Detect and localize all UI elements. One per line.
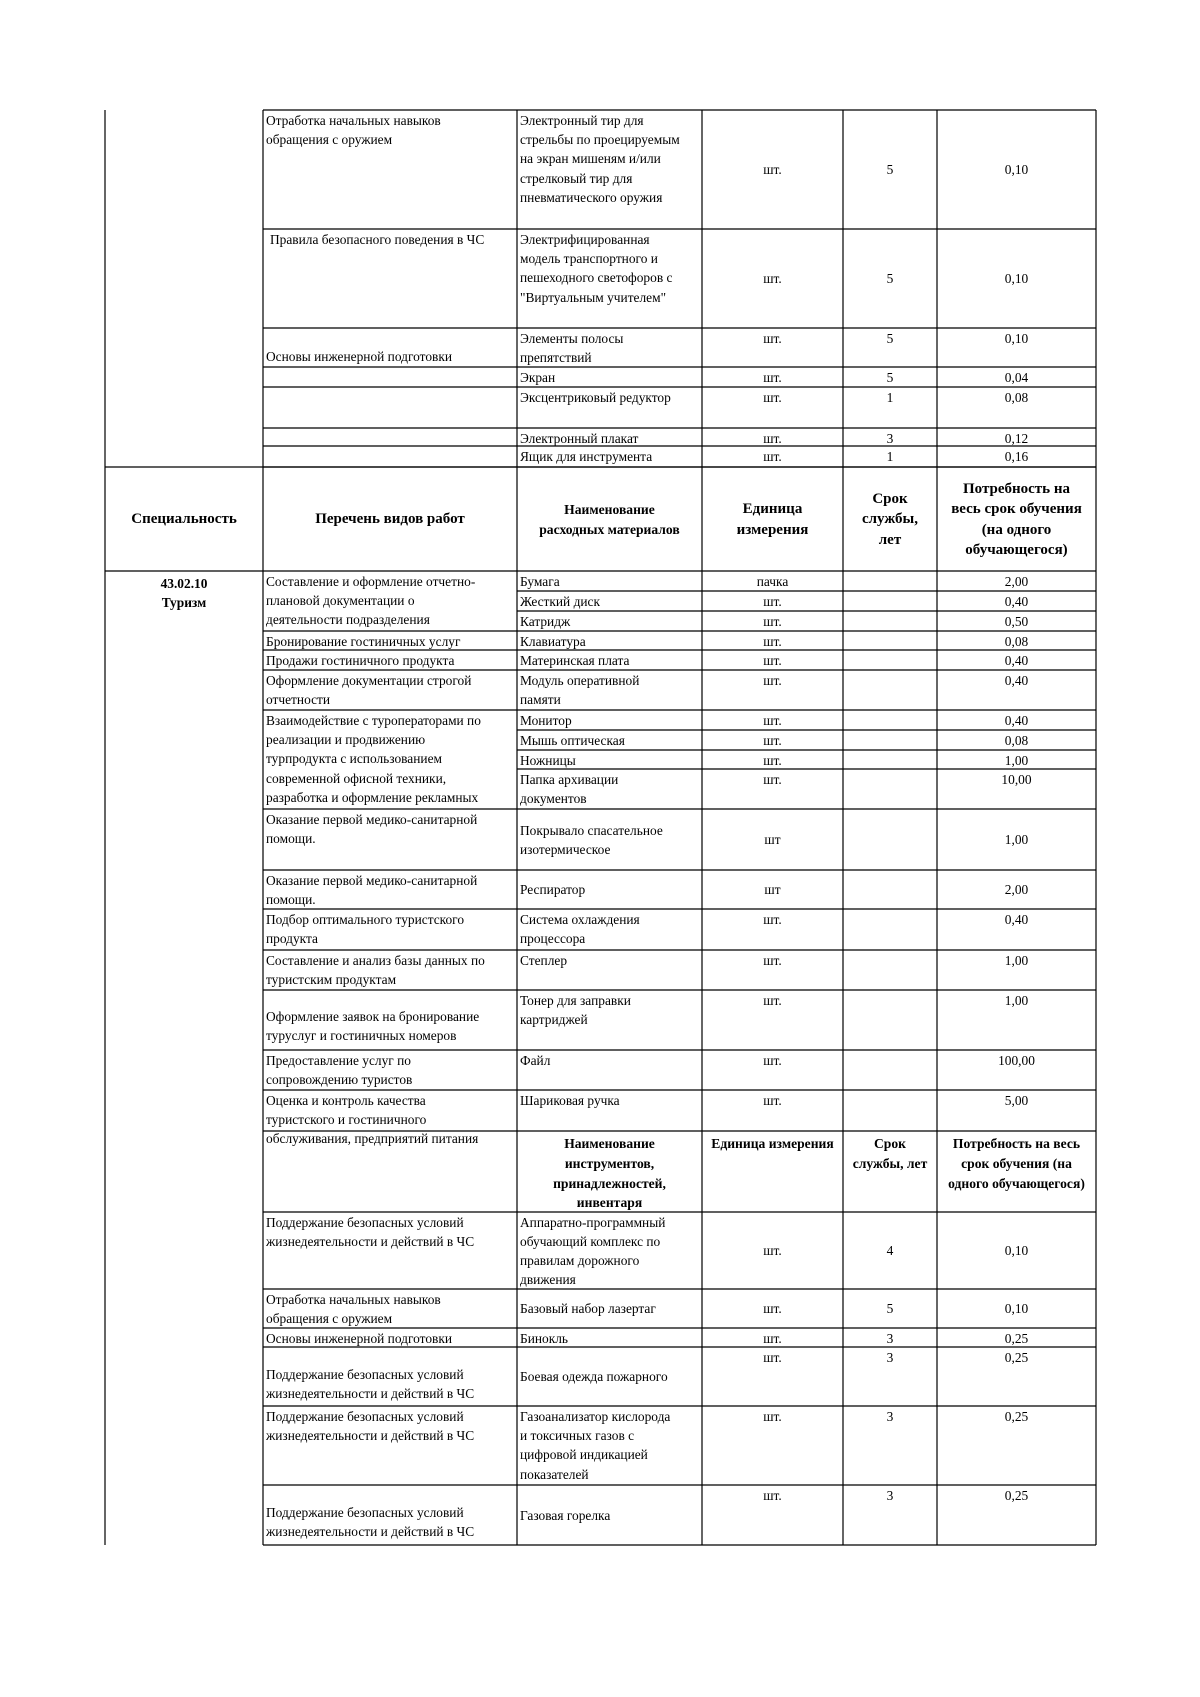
need-cell: 0,40 (1004, 594, 1029, 609)
need-cell: 1,00 (1004, 953, 1029, 968)
specialty-name: Туризм (161, 595, 207, 611)
service-life-cell (843, 631, 937, 650)
service-life-cell (843, 710, 937, 730)
need-cell: 0,25 (1004, 1331, 1029, 1346)
service-life-cell (843, 730, 937, 750)
tools-header-need: Потребность на весь срок обучения (на одного обучающегося) (948, 1136, 1085, 1191)
unit-cell: шт. (763, 370, 782, 385)
header-specialty: Специальность (131, 511, 237, 528)
unit-cell: шт. (763, 1488, 782, 1503)
service-life-cell: 3 (886, 1409, 894, 1424)
unit-cell: шт. (763, 390, 782, 405)
need-cell: 2,00 (1004, 882, 1029, 898)
need-cell: 0,16 (1004, 449, 1029, 464)
unit-cell: шт. (763, 1093, 782, 1108)
unit-cell: шт. (763, 673, 782, 688)
unit-cell: шт. (763, 912, 782, 927)
service-life-cell: 1 (886, 449, 894, 464)
header-unit: Единица измерения (736, 501, 809, 538)
item-name-cell: Экран (520, 370, 556, 385)
service-life-cell: 5 (886, 331, 894, 346)
material-name-cell: Катридж (520, 614, 571, 629)
work-type-cell: Поддержание безопасных условий жизнедеятельности и действий в ЧС (266, 1409, 475, 1444)
need-cell: 0,40 (1004, 713, 1029, 728)
need-cell: 0,10 (1004, 162, 1029, 178)
service-life-cell (843, 990, 937, 1050)
unit-cell: шт. (763, 1243, 782, 1259)
need-cell: 0,10 (1004, 271, 1029, 287)
service-life-cell: 5 (886, 1301, 894, 1317)
service-life-cell (843, 650, 937, 670)
work-type-cell: Правила безопасного поведения в ЧС (270, 232, 485, 247)
material-name-cell: Степлер (520, 953, 568, 968)
item-name-cell: Электронный тир для стрельбы по проецируемым на экран мишеням и/или стрелковый тир для пневматического оружия (520, 113, 680, 205)
work-type-cell (263, 367, 517, 387)
work-type-cell (263, 428, 517, 446)
work-type-cell: Оценка и контроль качества туристского и гостиничного обслуживания, предприятий питания (266, 1093, 479, 1147)
work-type-cell (263, 387, 517, 428)
work-type-cell: Оказание первой медико-санитарной помощи. (266, 873, 478, 908)
need-cell: 0,25 (1004, 1350, 1029, 1365)
material-name-cell: Жесткий диск (520, 594, 601, 609)
unit-cell: пачка (756, 574, 789, 589)
unit-cell: шт. (763, 653, 782, 668)
material-name-cell: Модуль оперативной памяти (520, 673, 640, 708)
service-life-cell (843, 750, 937, 769)
work-type-cell: Оказание первой медико-санитарной помощи. (266, 812, 478, 847)
tool-name-cell: Газовая горелка (520, 1507, 611, 1523)
service-life-cell (843, 870, 937, 909)
tool-name-cell: Газоанализатор кислорода и токсичных газов с цифровой индикацией показателей (520, 1409, 671, 1482)
unit-cell: шт. (763, 614, 782, 629)
unit-cell: шт. (763, 331, 782, 346)
work-type-cell: Продажи гостиничного продукта (266, 653, 455, 668)
unit-cell: шт. (763, 1409, 782, 1424)
need-cell: 0,08 (1004, 390, 1029, 405)
service-life-cell (843, 571, 937, 591)
unit-cell: шт. (763, 594, 782, 609)
need-cell: 0,40 (1004, 912, 1029, 927)
unit-cell: шт. (763, 1053, 782, 1068)
service-life-cell: 4 (886, 1243, 894, 1259)
service-life-cell: 3 (886, 1488, 894, 1503)
service-life-cell: 3 (886, 1350, 894, 1365)
tools-header-unit: Единица измерения (711, 1136, 834, 1151)
service-life-cell (843, 670, 937, 710)
tool-name-cell: Боевая одежда пожарного (520, 1369, 668, 1385)
service-life-cell: 5 (886, 162, 894, 178)
specialty-code: 43.02.10 (160, 576, 208, 591)
work-type-cell: Оформление документации строгой отчетности (266, 673, 472, 708)
work-type-cell: Отработка начальных навыков обращения с оружием (266, 1292, 441, 1327)
unit-cell: шт. (763, 1331, 782, 1346)
service-life-cell (843, 950, 937, 990)
service-life-cell (843, 1090, 937, 1131)
unit-cell: шт. (763, 634, 782, 649)
work-type-cell: Основы инженерной подготовки (266, 1331, 453, 1346)
material-name-cell: Материнская плата (520, 653, 630, 668)
material-name-cell: Система охлаждения процессора (520, 912, 640, 947)
service-life-cell (843, 909, 937, 950)
unit-cell: шт. (763, 953, 782, 968)
need-cell: 0,25 (1004, 1488, 1029, 1503)
work-type-cell: Отработка начальных навыков обращения с оружием (266, 113, 441, 148)
need-cell: 0,10 (1004, 1243, 1029, 1259)
unit-cell: шт. (763, 431, 782, 446)
service-life-cell (843, 769, 937, 809)
tool-name-cell: Базовый набор лазертаг (520, 1301, 656, 1317)
header-materials: Наименование расходных материалов (539, 501, 680, 537)
work-type-cell: Взаимодействие с туроператорами по реализации и продвижению турпродукта с использованием современной офисной техники, разработка и оформление рекламных (266, 713, 481, 805)
need-cell: 1,00 (1004, 993, 1029, 1008)
work-type-cell: Составление и оформление отчетно- плановой документации о деятельности подразделения (266, 574, 476, 628)
header-work-types: Перечень видов работ (315, 511, 465, 528)
service-life-cell: 1 (886, 390, 894, 405)
tool-name-cell: Бинокль (520, 1331, 569, 1346)
header-need: Потребность на весь срок обучения (на одного обучающегося) (951, 480, 1082, 558)
unit-cell: шт (764, 882, 781, 898)
need-cell: 0,25 (1004, 1409, 1029, 1424)
material-name-cell: Ножницы (520, 753, 576, 768)
service-life-cell (843, 1050, 937, 1090)
unit-cell: шт. (763, 1350, 782, 1365)
need-cell: 2,00 (1004, 574, 1029, 589)
unit-cell: шт. (763, 713, 782, 728)
work-type-cell (263, 446, 517, 467)
need-cell: 10,00 (1001, 772, 1032, 787)
specialty-cell (105, 573, 263, 617)
work-type-cell: Поддержание безопасных условий жизнедеятельности и действий в ЧС (266, 1505, 475, 1540)
service-life-cell (843, 611, 937, 631)
work-type-cell: Основы инженерной подготовки (266, 349, 453, 364)
material-name-cell: Тонер для заправки картриджей (520, 993, 631, 1028)
unit-cell: шт. (763, 753, 782, 768)
material-name-cell: Бумага (520, 574, 560, 589)
service-life-cell (843, 591, 937, 611)
need-cell: 0,04 (1004, 370, 1029, 385)
tools-header-service-life: Срок службы, лет (852, 1136, 928, 1171)
unit-cell: шт. (763, 449, 782, 464)
header-service-life: Срок службы, лет (861, 490, 918, 548)
unit-cell: шт. (763, 733, 782, 748)
material-name-cell: Мышь оптическая (520, 733, 625, 748)
unit-cell: шт. (763, 162, 782, 178)
need-cell: 0,10 (1004, 1301, 1029, 1317)
unit-cell: шт. (763, 772, 782, 787)
need-cell: 0,40 (1004, 673, 1029, 688)
item-name-cell: Электронный плакат (520, 431, 639, 446)
service-life-cell (843, 809, 937, 870)
need-cell: 5,00 (1004, 1093, 1029, 1108)
need-cell: 0,08 (1004, 733, 1029, 748)
work-type-cell: Поддержание безопасных условий жизнедеятельности и действий в ЧС (266, 1215, 475, 1250)
service-life-cell: 5 (886, 271, 894, 287)
unit-cell: шт. (763, 993, 782, 1008)
need-cell: 0,12 (1004, 431, 1029, 446)
item-name-cell: Элементы полосы препятствий (520, 331, 624, 366)
material-name-cell: Шариковая ручка (520, 1093, 620, 1108)
need-cell: 0,10 (1004, 331, 1029, 346)
work-type-cell: Подбор оптимального туристского продукта (266, 912, 465, 947)
work-type-cell: Составление и анализ базы данных по туристским продуктам (266, 953, 485, 988)
material-name-cell: Респиратор (520, 882, 586, 898)
tools-header-name: Наименование инструментов, принадлежностей, инвентаря (553, 1136, 666, 1211)
item-name-cell: Эксцентриковый редуктор (520, 390, 671, 405)
unit-cell: шт. (763, 271, 782, 287)
material-name-cell: Покрывало спасательное изотермическое (520, 822, 663, 857)
need-cell: 0,50 (1004, 614, 1029, 629)
material-name-cell: Файл (520, 1053, 551, 1068)
unit-cell: шт (764, 832, 781, 848)
service-life-cell: 5 (886, 370, 894, 385)
need-cell: 100,00 (998, 1053, 1035, 1068)
service-life-cell: 3 (886, 431, 894, 446)
item-name-cell: Ящик для инструмента (520, 449, 653, 464)
need-cell: 0,40 (1004, 653, 1029, 668)
work-type-cell: Оформление заявок на бронирование туруслуг и гостиничных номеров (266, 1009, 480, 1044)
item-name-cell: Электрифицированная модель транспортного и пешеходного светофоров с "Виртуальным учителем" (520, 232, 673, 305)
work-type-cell: Поддержание безопасных условий жизнедеятельности и действий в ЧС (266, 1367, 475, 1402)
material-name-cell: Монитор (520, 713, 572, 728)
need-cell: 0,08 (1004, 634, 1029, 649)
unit-cell: шт. (763, 1301, 782, 1317)
material-name-cell: Клавиатура (520, 634, 586, 649)
tool-name-cell: Аппаратно-программный обучающий комплекс по правилам дорожного движения (520, 1214, 666, 1288)
material-name-cell: Папка архивации документов (520, 772, 619, 807)
work-type-cell: Предоставление услуг по сопровождению туристов (266, 1053, 413, 1088)
service-life-cell: 3 (886, 1331, 894, 1346)
need-cell: 1,00 (1004, 753, 1029, 768)
need-cell: 1,00 (1004, 832, 1029, 848)
work-type-cell: Бронирование гостиничных услуг (266, 634, 461, 649)
